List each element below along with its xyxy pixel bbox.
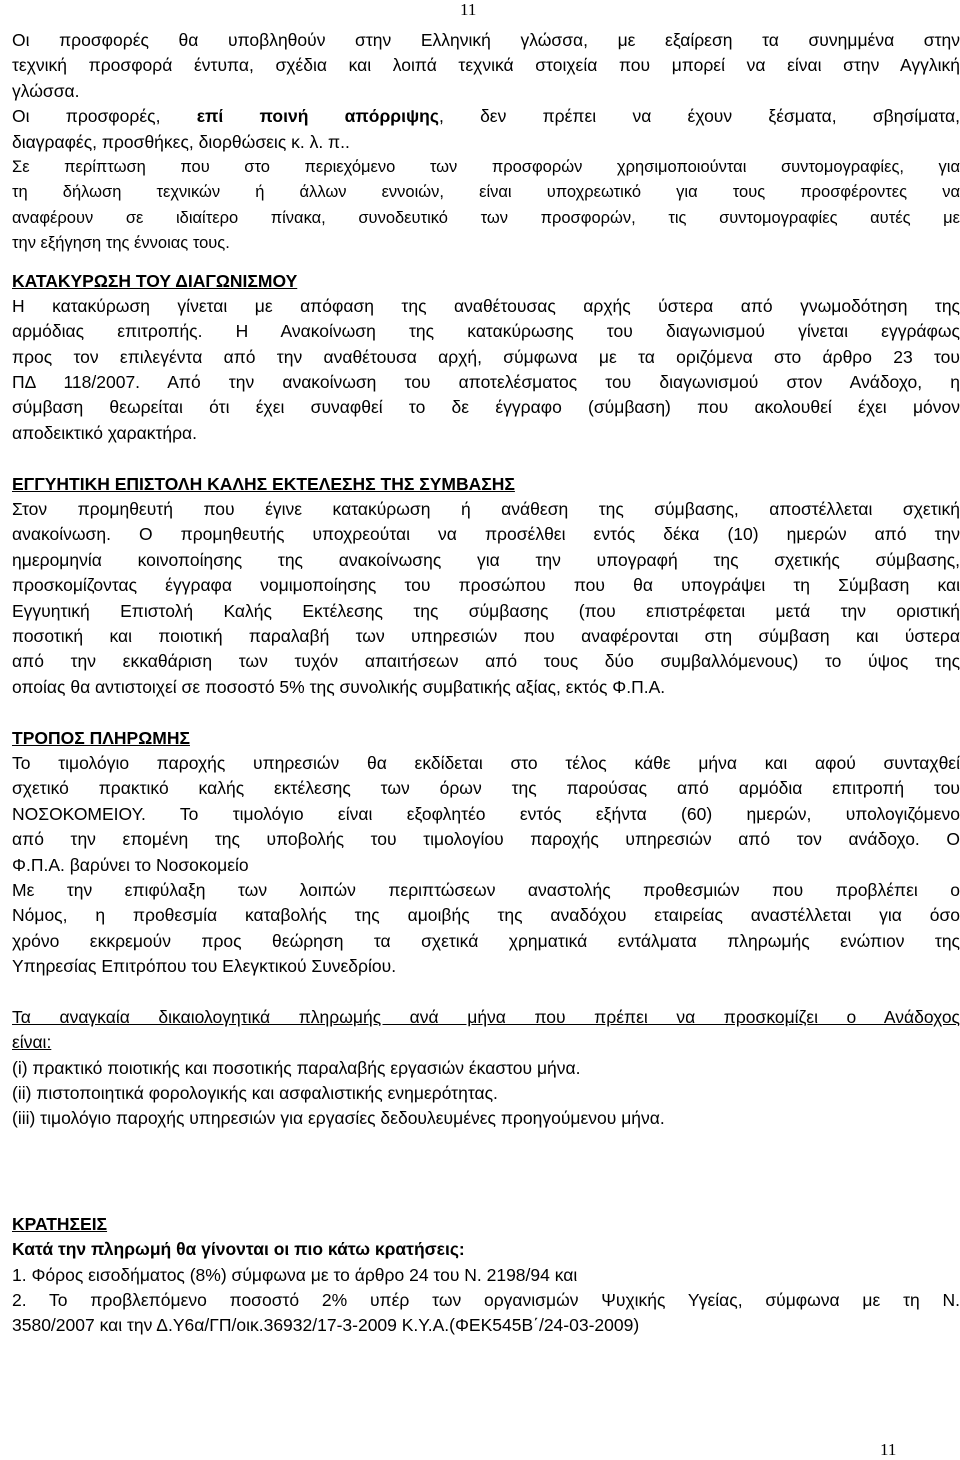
guarantee-line-8: οποίας θα αντιστοιχεί σε ποσοστό 5% της συνολικής συμβατικής αξίας, εκτός Φ.Π.Α. bbox=[12, 676, 666, 697]
payment-heading: ΤΡΟΠΟΣ ΠΛΗΡΩΜΗΣ bbox=[12, 727, 190, 748]
intro-line-4-end: , δεν πρέπει να έχουν ξέσματα, σβησίματα, bbox=[438, 106, 960, 127]
deductions-item-1: 1. Φόρος εισοδήματος (8%) σύμφωνα με το άρθρο 24 του Ν. 2198/94 και bbox=[12, 1264, 578, 1285]
payment-line-4: από την επομένη της υποβολής του τιμολογίου παροχής υπηρεσιών από τον ανάδοχο. Ο bbox=[12, 829, 960, 850]
award-line-1: Η κατακύρωση γίνεται με απόφαση της αναθέτουσας αρχής ύστερα από γνωμοδότηση της bbox=[12, 295, 960, 316]
award-heading: ΚΑΤΑΚΥΡΩΣΗ ΤΟΥ ΔΙΑΓΩΝΙΣΜΟΥ bbox=[12, 270, 298, 291]
documents-section bbox=[0, 1005, 960, 1132]
intro-section bbox=[0, 28, 960, 257]
intro-line-3: γλώσσα. bbox=[12, 80, 80, 101]
abbrev-line-4: την εξήγηση της έννοιας τους. bbox=[12, 234, 230, 253]
guarantee-line-6: ποσοτική και ποιοτική παραλαβή των υπηρεσιών που αναφέρονται στη σύμβαση και ύστερα bbox=[12, 625, 960, 646]
guarantee-line-1: Στον προμηθευτή που έγινε κατακύρωση ή ανάθεση της σύμβασης, αποστέλλεται σχετική bbox=[12, 499, 960, 520]
document-body bbox=[0, 28, 960, 1339]
deductions-item-3: 3580/2007 και την Δ.Υ6α/ΓΠ/οικ.36932/17-3-2009 Κ.Υ.Α.(ΦΕΚ545Β΄/24-03-2009) bbox=[12, 1315, 640, 1336]
abbrev-line-3: αναφέρουν σε ιδιαίτερο πίνακα, συνοδευτικό των προσφορών, τις συντομογραφίες αυτές με bbox=[12, 208, 960, 227]
payment-line-2: σχετικό πρακτικό καλής εκτέλεσης των όρων της παρούσας από αρμόδια επιτροπή του bbox=[12, 778, 960, 799]
page-number-bottom: 11 bbox=[880, 1440, 897, 1459]
guarantee-line-5: Εγγυητική Επιστολή Καλής Εκτέλεσης της σύμβασης (που επιστρέφεται μετά την οριστική bbox=[12, 600, 960, 621]
deductions-heading: ΚΡΑΤΗΣΕΙΣ bbox=[12, 1213, 108, 1234]
intro-line-4 bbox=[0, 104, 960, 129]
deductions-item-2: 2. Το προβλεπόμενο ποσοστό 2% υπέρ των οργανισμών Ψυχικής Υγείας, σύμφωνα με τη Ν. bbox=[12, 1289, 960, 1310]
payment-line-6: Με την επιφύλαξη των λοιπών περιπτώσεων αναστολής προθεσμιών που προβλέπει ο bbox=[12, 879, 960, 900]
award-line-2: αρμόδιας επιτροπής. Η Ανακοίνωση της κατακύρωσης του διαγωνισμού γίνεται εγγράφως bbox=[12, 321, 960, 342]
payment-line-8: χρόνο εκκρεμούν προς θεώρηση τα σχετικά χρηματικά εντάλματα πληρωμής ενώπιον της bbox=[12, 930, 960, 951]
guarantee-line-2: ανακοίνωση. Ο προμηθευτής υποχρεούται να προσέλθει εντός δέκα (10) ημερών από την bbox=[12, 524, 960, 545]
documents-item-3: (iii) τιμολόγιο παροχής υπηρεσιών για εργασίες δεδουλευμένες προηγούμενου μήνα. bbox=[12, 1108, 665, 1129]
abbrev-line-2: τη δήλωση τεχνικών ή άλλων εννοιών, είναι υποχρεωτικό για τους προσφέροντες να bbox=[12, 183, 960, 202]
award-line-6: αποδεικτικό χαρακτήρα. bbox=[12, 422, 198, 443]
payment-line-9: Υπηρεσίας Επιτρόπου του Ελεγκτικού Συνεδρίου. bbox=[12, 956, 397, 977]
guarantee-line-4: προσκομίζοντας έγγραφα νομιμοποίησης του προσώπου που θα υπογράψει τη Σύμβαση και bbox=[12, 575, 960, 596]
guarantee-section bbox=[0, 472, 960, 701]
abbrev-line-1: Σε περίπτωση που στο περιεχόμενο των προσφορών χρησιμοποιούνται συντομογραφίες, για bbox=[12, 157, 960, 176]
page-number-top: 11 bbox=[460, 0, 477, 19]
documents-item-2: (ii) πιστοποιητικά φορολογικής και ασφαλιστικής ενημερότητας. bbox=[12, 1083, 498, 1104]
intro-line-4-bold: επί ποινή απόρριψης bbox=[196, 106, 439, 127]
payment-line-3: ΝΟΣΟΚΟΜΕΙΟΥ. Το τιμολόγιο είναι εξοφλητέο εντός εξήντα (60) ημερών, υπολογιζόμενο bbox=[12, 803, 960, 824]
payment-line-5: Φ.Π.Α. βαρύνει το Νοσοκομείο bbox=[12, 854, 249, 875]
guarantee-line-3: ημερομηνία κοινοποίησης της ανακοίνωσης για την υπογραφή της σχετικής σύμβασης, bbox=[12, 549, 960, 570]
guarantee-heading: ΕΓΓΥΗΤΙΚΗ ΕΠΙΣΤΟΛΗ ΚΑΛΗΣ ΕΚΤΕΛΕΣΗΣ ΤΗΣ ΣΥΜΒΑΣΗΣ bbox=[12, 473, 515, 494]
intro-line-2: τεχνική προσφορά έντυπα, σχέδια και λοιπά τεχνικά στοιχεία που μπορεί να είναι στην Αγγλική bbox=[12, 55, 960, 76]
award-section bbox=[0, 269, 960, 447]
documents-heading-line-2: είναι: bbox=[12, 1032, 52, 1053]
payment-section bbox=[0, 726, 960, 980]
intro-line-1: Οι προσφορές θα υποβληθούν στην Ελληνική γλώσσα, με εξαίρεση τα συνημμένα στην bbox=[12, 30, 960, 50]
intro-line-5: διαγραφές, προσθήκες, διορθώσεις κ. λ. π.. bbox=[12, 131, 350, 152]
payment-line-1: Το τιμολόγιο παροχής υπηρεσιών θα εκδίδεται στο τέλος κάθε μήνα και αφού συνταχθεί bbox=[12, 752, 960, 773]
award-line-4: ΠΔ 118/2007. Από την ανακοίνωση του αποτελέσματος του διαγωνισμού στον Ανάδοχο, η bbox=[12, 372, 960, 393]
payment-line-7: Νόμος, η προθεσμία καταβολής της αμοιβής της αναδόχου εταιρείας αναστέλλεται για όσο bbox=[12, 905, 960, 926]
award-line-5: σύμβαση θεωρείται ότι έχει συναφθεί το δε έγγραφο (σύμβαση) που ακολουθεί έχει μόνον bbox=[12, 397, 960, 418]
intro-line-4-start: Οι προσφορές, bbox=[12, 106, 197, 127]
guarantee-line-7: από την εκκαθάριση των τυχόν απαιτήσεων από τους δύο συμβαλλόμενους) το ύψος της bbox=[12, 651, 960, 672]
deductions-section bbox=[0, 1212, 960, 1339]
documents-item-1: (i) πρακτικό ποιοτικής και ποσοτικής παραλαβής εργασιών έκαστου μήνα. bbox=[12, 1057, 581, 1078]
documents-heading-line-1: Τα αναγκαία δικαιολογητικά πληρωμής ανά μήνα που πρέπει να προσκομίζει ο Ανάδοχος bbox=[12, 1006, 960, 1027]
award-line-3: προς τον επιλεγέντα από την αναθέτουσα αρχή, σύμφωνα με τα οριζόμενα στο άρθρο 23 του bbox=[12, 346, 960, 367]
deductions-subheading: Κατά την πληρωμή θα γίνονται οι πιο κάτω κρατήσεις: bbox=[12, 1239, 465, 1260]
